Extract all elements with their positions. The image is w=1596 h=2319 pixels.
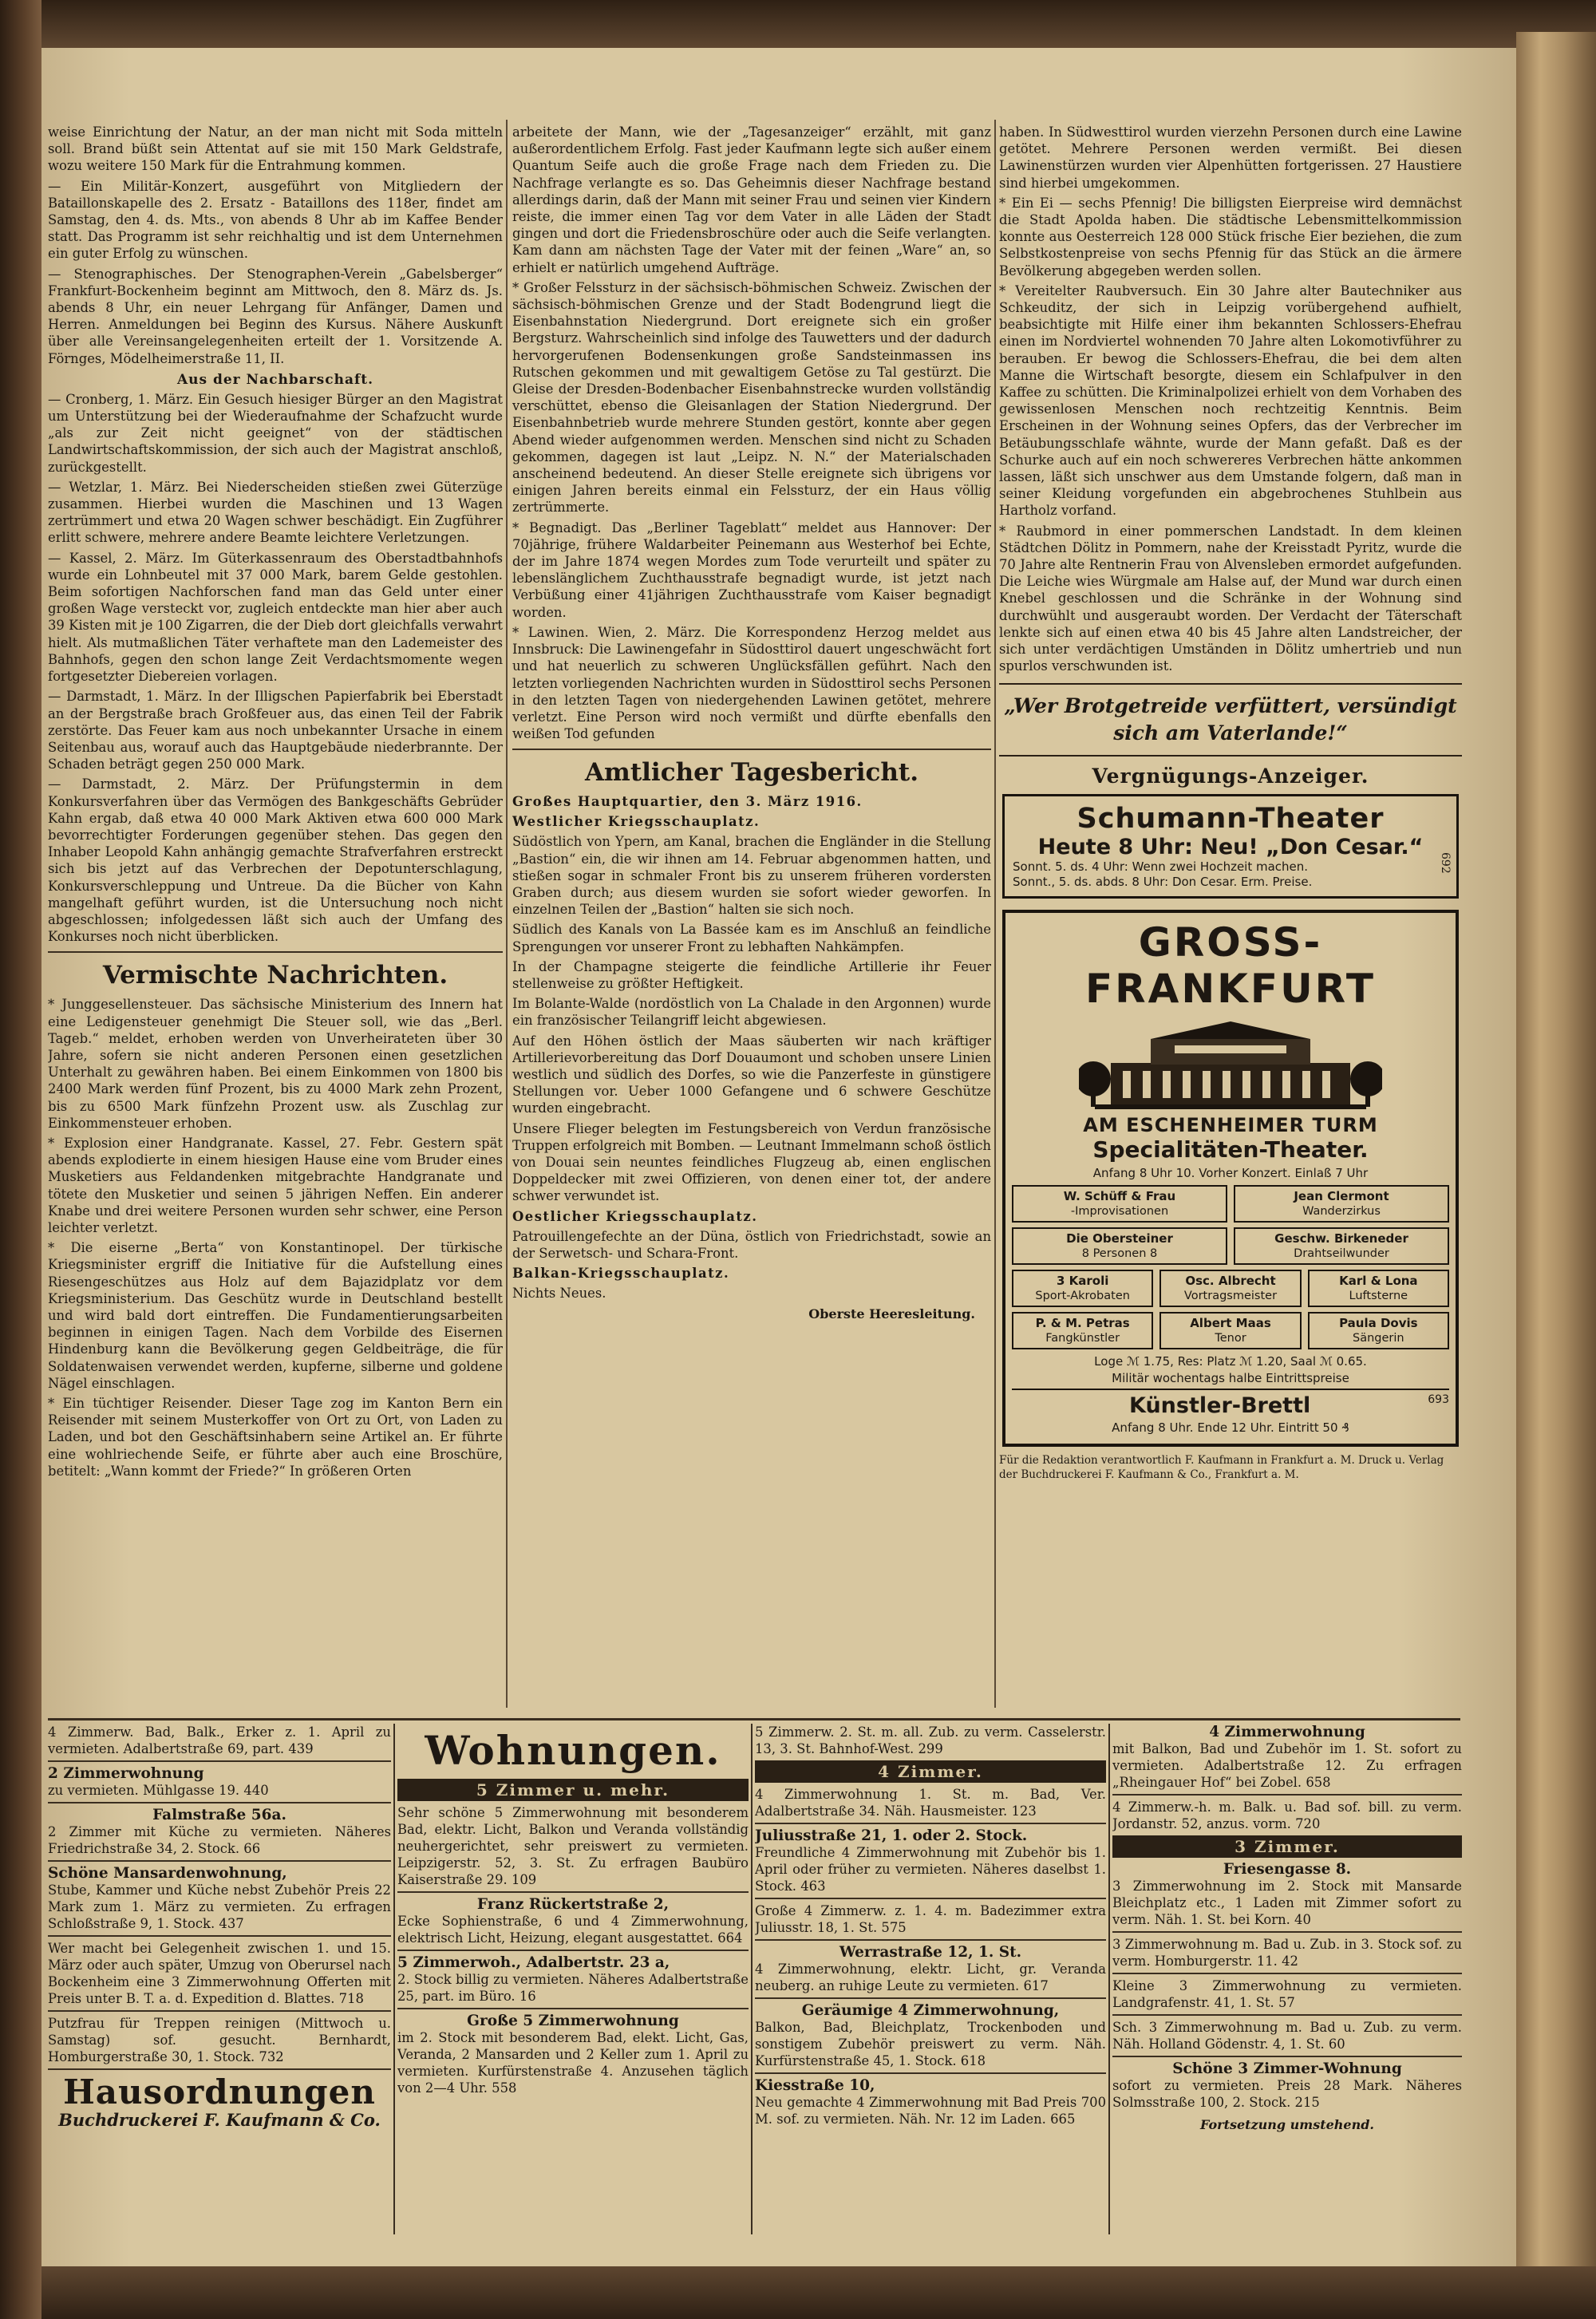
classified-ad (755, 1944, 1106, 1994)
divider (397, 1891, 749, 1893)
act-name: W. Schüff & Frau (1063, 1188, 1176, 1203)
divider (48, 951, 503, 953)
act-desc: Tenor (1215, 1331, 1246, 1345)
divider (1112, 2056, 1462, 2057)
act-name: Osc. Albrecht (1185, 1273, 1276, 1288)
article-text: — Darmstadt, 1. März. In der Illigschen Papierfabrik bei Eberstadt an der Bergstraße brach Großfeuer aus, das einen Teil der Fabrik zerstörte. Das Feuer kam aus noch unbekannter Ursache in einem Seitenbau aus, worauf auch das Hauptgebäude niederbrannte. Der Schaden beträgt gegen 250 000 Mark. (48, 689, 503, 772)
gross-frankfurt-ad (1002, 910, 1459, 1447)
ad-number: 692 (1439, 851, 1452, 874)
column-1 (48, 124, 503, 1712)
act-desc: Sport-Akrobaten (1035, 1289, 1130, 1302)
kuenstler-brettl-title (1012, 1389, 1449, 1418)
ad-text: 4 Zimmerwohnung, elektr. Licht, gr. Veranda neuberg. an ruhige Leute zu vermieten. 617 (755, 1961, 1106, 1993)
classified-ad (397, 1896, 749, 1946)
article-text: — Darmstadt, 2. März. Der Prüfungstermin in dem Konkursverfahren über das Vermögen des Bankgeschäfts Gebrüder Kahn ergab, daß etwa 40 000 Mark Aktiven etwa 600 000 Mark bevorrechtigter Forderungen gegenüber stehen. Das gegen den Inhaber Leopold Kahn anhängig gemachte Strafverfahren erstreckt sich bis jetzt auf das Verbrechen der Depotunterschlagung, Konkursverschleppung und Untreue. Da die Bücher von Kahn mangelhaft geführt wurden, ist die Untersuchung noch nicht abgeschlossen; infolgedessen läßt sich auch der Umfang des Konkurses noch nicht überblicken. (48, 776, 503, 945)
classified-ad (48, 1865, 391, 1932)
column-3 (999, 124, 1462, 1712)
ad-head: 4 Zimmerwohnung (1209, 1724, 1365, 1740)
subheading: Oestlicher Kriegsschauplatz. (512, 1208, 758, 1224)
report-text: Südöstlich von Ypern, am Kanal, brachen die Engländer in die Stellung „Bastion“ ein, die wir ihnen am 14. Februar abgenommen hatten, und stießen sogar in schmaler Front bis zu unserem früheren vordersten Graben durch; aus diesem wurden sie sofort wieder geworfen. In einzelnen Teilen der „Bastion“ halten sie sich noch. (512, 834, 991, 918)
act-desc: Drahtseilwunder (1294, 1246, 1389, 1260)
report-text: Nichts Neues. (512, 1285, 606, 1301)
article-text: — Cronberg, 1. März. Ein Gesuch hiesiger Bürger an den Magistrat um Unterstützung bei der Wiederaufnahme der Schafzucht wurde „als zur Zeit nicht geeignet“ von der städtischen Landwirtschaftskommission, der sich auch der Magistrat anschloß, zurückgestellt. (48, 391, 503, 475)
ad-text: Balkon, Bad, Bleichplatz, Trockenboden und sonstigem Zubehör preiswert zu verm. Näh. Kurfürstenstraße 45, 1. Stock. 618 (755, 2020, 1106, 2068)
divider (48, 2068, 391, 2070)
divider (48, 1802, 391, 1803)
classified-ad (755, 2077, 1106, 2127)
act-desc: Wanderzirkus (1302, 1204, 1381, 1218)
act-cell (1012, 1270, 1153, 1307)
ad-text: 3 Zimmerwohnung m. Bad u. Zub. in 3. Stock sof. zu verm. Homburgerstr. 11. 42 (1112, 1937, 1462, 1969)
classified-ad (755, 1827, 1106, 1894)
act-name: Die Obersteiner (1066, 1231, 1173, 1246)
act-cell (1012, 1312, 1153, 1349)
divider (755, 2072, 1106, 2074)
act-name: P. & M. Petras (1035, 1315, 1130, 1330)
ad-text: zu vermieten. Mühlgasse 19. 440 (48, 1783, 269, 1798)
ad-head: Große 5 Zimmerwohnung (467, 2013, 679, 2029)
acts-grid (1012, 1185, 1449, 1265)
ad-text: Wer macht bei Gelegenheit zwischen 1. und 15. März oder auch später, Umzug von Oberursel nach Bockenheim eine 3 Zimmerwohnung Offerten mit Preis unter B. T. a. d. Expedition d. Blattes. 718 (48, 1941, 391, 2006)
classifieds-rule (48, 1718, 1460, 1720)
act-cell (1308, 1312, 1449, 1349)
ad-text: 2 Zimmer mit Küche zu vermieten. Näheres Friedrichstraße 34, 2. Stock. 66 (48, 1824, 391, 1856)
ad-detail: Sonnt. 5. ds. 4 Uhr: Wenn zwei Hochzeit machen. (1013, 859, 1309, 874)
article-text: weise Einrichtung der Natur, an der man nicht mit Soda mitteln soll. Brand büßt sein Attentat auf sie mit 150 Mark Geldstrafe, wozu weitere 150 Mark für die Entrahmung kommen. (48, 124, 503, 174)
divider (755, 1823, 1106, 1824)
classified-ad (1112, 1936, 1462, 1969)
classified-ad (1112, 1799, 1462, 1832)
classifieds-heading: Wohnungen. (425, 1727, 721, 1774)
classified-ad (48, 1940, 391, 2007)
classified-ad (48, 1765, 391, 1799)
article-text: — Wetzlar, 1. März. Bei Niederscheiden stießen zwei Güterzüge zusammen. Hierbei wurden die Maschinen und 13 Wagen zertrümmert und etwa 20 Wagen schwer beschädigt. Ein Zugführer erlitt schwere, mehrere andere Beamte leichtere Verletzungen. (48, 479, 503, 546)
article-text: * Großer Felssturz in der sächsisch-böhmischen Schweiz. Zwischen der sächsisch-böhmischen Grenze und der Stadt Bodengrund liegt die Eisenbahnstation Niedergrund. Dort ereignete sich ein großer Bergsturz. Wahrscheinlich sind infolge des Tauwetters und der dadurch hervorgerufenen Bodensenkungen große Sandsteinmassen ins Rutschen gekommen und mit gewaltigem Getöse zu Tal gestürzt. Die Gleise der Dresden-Bodenbacher Eisenbahnstrecke wurden vollständig verschüttet, ebenso die Gleisanlagen der Station Niedergrund. Der Eisenbahnbetrieb wurde mehrere Stunden gestört, konnte aber gegen Abend wieder aufgenommen werden. Menschen sind nicht zu Schaden gekommen, dagegen ist laut „Leipz. N. N.“ der Materialschaden anscheinend bedeutend. An dieser Stelle ereignete sich übrigens vor einigen Jahren bereits einmal ein Felssturz, der ein Haus völlig zertrümmerte. (512, 279, 991, 516)
act-cell (1308, 1270, 1449, 1307)
divider (1112, 1931, 1462, 1933)
ad-text: Sch. 3 Zimmerwohnung m. Bad u. Zub. zu verm. Näh. Holland Gödenstr. 4, 1. St. 60 (1112, 2020, 1462, 2052)
ad-text: Kleine 3 Zimmerwohnung zu vermieten. Landgrafenstr. 41, 1. St. 57 (1112, 1978, 1462, 2010)
column-rule (994, 120, 996, 1708)
divider (48, 2010, 391, 2012)
report-text: Unsere Flieger belegten im Festungsbereich von Verdun französische Truppen erfolgreich mit Bomben. — Leutnant Immelmann schoß östlich von Douai sein neuntes feindliches Flugzeug ab, einen englischen Doppeldecker mit zwei Offizieren, von denen einer tot, der andere schwer verwundet ist. (512, 1120, 991, 1204)
act-desc: -Improvisationen (1070, 1204, 1169, 1218)
category-band: 3 Zimmer. (1112, 1835, 1462, 1858)
classified-ad (48, 1807, 391, 1857)
ad-text: Freundliche 4 Zimmerwohnung mit Zubehör bis 1. April oder früher zu vermieten. Näheres daselbst 1. Stock. 463 (755, 1845, 1106, 1894)
ad-text: Neu gemachte 4 Zimmerwohnung mit Bad Preis 700 M. sof. zu vermieten. Näh. Nr. 12 im Laden. 665 (755, 2095, 1106, 2127)
classifieds-column-2 (397, 1724, 749, 2234)
section-heading: Amtlicher Tagesbericht. (584, 758, 919, 788)
act-cell (1012, 1185, 1227, 1223)
classified-ad (755, 2002, 1106, 2069)
act-desc: Luftsterne (1349, 1289, 1408, 1302)
article-text: arbeitete der Mann, wie der „Tagesanzeiger“ erzählt, mit ganz außerordentlichem Erfolg. Fast jeder Kaufmann legte sich außer einem Quantum Seife auch die große Frage nach dem Frieden zu. Die Nachfrage verlangte es so. Das Geheimnis dieser Nachfrage bestand allerdings darin, daß der Mann mit seiner Frau und seinen vier Kindern reiste, die immer einen Tag vor dem Vater in alle Läden der Stadt gingen und dort die Friedensbroschüre oder auch die Seife verlangten. Kam dann am nächsten Tage der Vater mit der feinen „Ware“ an, so erhielt er natürlich umgehend Aufträge. (512, 124, 991, 275)
classified-ad (397, 1954, 749, 2005)
act-desc: Vortragsmeister (1183, 1289, 1278, 1302)
classified-ad (1112, 2019, 1462, 2052)
act-cell (1234, 1185, 1449, 1223)
ad-text: sofort zu vermieten. Preis 28 Mark. Näheres Solmsstraße 100, 2. Stock. 215 (1112, 2078, 1462, 2110)
divider (755, 1898, 1106, 1899)
divider (1112, 1794, 1462, 1796)
ad-info: Anfang 8 Uhr 10. Vorher Konzert. Einlaß 7 Uhr (1092, 1165, 1369, 1180)
page-stack-edge (1516, 32, 1596, 2319)
divider (397, 1950, 749, 1951)
hausordnungen-ad-subtitle: Buchdruckerei F. Kaufmann & Co. (58, 2110, 381, 2130)
column-rule (751, 1724, 753, 2234)
classified-ad (1112, 1724, 1462, 1791)
section-heading: Aus der Nachbarschaft. (176, 371, 374, 388)
report-text: In der Champagne steigerte die feindliche Artillerie ihr Feuer stellenweise zu größter Heftigkeit. (512, 958, 991, 991)
article-text: — Stenographisches. Der Stenographen-Verein „Gabelsberger“ Frankfurt-Bockenheim beginnt am Mittwoch, den 8. März ds. Js. abends 8 Uhr, ein neuer Lehrgang für Anfänger, Damen und Herren. Anmeldungen bei Beginn des Kursus. Nähere Auskunft über alle Vereinsangelegenheiten erteilt der 1. Vorsitzende A. Förnges, Mödelheimerstraße 11, II. (48, 266, 503, 366)
ad-times: Anfang 8 Uhr. Ende 12 Uhr. Eintritt 50 ₰ (1112, 1420, 1349, 1435)
divider (755, 1939, 1106, 1941)
ad-text: Ecke Sophienstraße, 6 und 4 Zimmerwohnung, elektrisch Licht, Heizung, elegant ausgestattet. 664 (397, 1914, 749, 1946)
act-name: Albert Maas (1190, 1315, 1271, 1330)
continuation-note: Fortsetzung umstehend. (1199, 2117, 1374, 2132)
ad-head: Geräumige 4 Zimmerwohnung, (801, 2002, 1060, 2019)
act-cell (1159, 1270, 1301, 1307)
act-cell (1234, 1227, 1449, 1265)
act-name: Jean Clermont (1294, 1188, 1389, 1203)
ad-head: Falmstraße 56a. (152, 1807, 286, 1823)
ad-note: Militär wochentags halbe Eintrittspreise (1112, 1370, 1349, 1385)
category-band: 5 Zimmer u. mehr. (397, 1779, 749, 1801)
ad-detail: Sonnt., 5. ds. abds. 8 Uhr: Don Cesar. Erm. Preise. (1013, 874, 1313, 889)
ad-text: 3 Zimmerwohnung im 2. Stock mit Mansarde Bleichplatz etc., 1 Laden mit Zimmer sofort zu verm. Näh. 1. St. bei Korn. 40 (1112, 1879, 1462, 1927)
act-cell (1159, 1312, 1301, 1349)
act-desc: 8 Personen 8 (1081, 1246, 1158, 1260)
ad-text: im 2. Stock mit besonderem Bad, elekt. Licht, Gas, Veranda, 2 Mansarden und 2 Keller zum 1. April zu vermieten. Kurfürstenstraße 4. Anzusehen täglich von 2—4 Uhr. 558 (397, 2030, 749, 2096)
section-heading: Vergnügungs-Anzeiger. (1092, 764, 1369, 788)
kb-title: Künstler-Brettl (1129, 1393, 1311, 1418)
ad-text: 4 Zimmerw. Bad, Balk., Erker z. 1. April zu vermieten. Adalbertstraße 69, part. 439 (48, 1724, 391, 1756)
category-band: 4 Zimmer. (755, 1760, 1106, 1783)
column-rule (1108, 1724, 1110, 2234)
act-desc: Sängerin (1353, 1331, 1404, 1345)
classified-ad (755, 1786, 1106, 1819)
divider (397, 2008, 749, 2009)
report-date: Großes Hauptquartier, den 3. März 1916. (512, 794, 863, 810)
ad-text: Große 4 Zimmerw. z. 1. 4. m. Badezimmer extra Juliusstr. 18, 1. St. 575 (755, 1903, 1106, 1935)
divider (48, 1760, 391, 1762)
page-top-shadow (41, 0, 1596, 48)
imprint: Für die Redaktion verantwortlich F. Kaufmann in Frankfurt a. M. Druck u. Verlag der Buchdruckerei F. Kaufmann & Co., Frankfurt a. M. (999, 1453, 1444, 1481)
act-cell (1012, 1227, 1227, 1265)
article-text: * Vereitelter Raubversuch. Ein 30 Jahre alter Bautechniker aus Schkeuditz, der sich in Leipzig vorübergehend aufhielt, beabsichtigte mit Hilfe einer ihm bekannten Schlossers-Ehefrau einen im Nordviertel wohnenden 70 Jahre alten Lokomotivführer zu berauben. Er bewog die Schlossers-Ehefrau, die bei dem alten Manne die Wirtschaft besorgte, diesem ein Schlafpulver in den Kaffee zu schütten. Die Kriminalpolizei erhielt von dem Vorhaben des gewissenlosen Menschen noch rechtzeitig Kenntnis. Beim Erscheinen in der Wohnung seines Opfers, das der Verbrecher im Betäubungsschlafe wähnte, wurde der Mann gefaßt. Daß es der Schurke auch auf ein noch schwereres Verbrechen hätte ankommen lassen, läßt sich unschwer aus dem Umstande folgern, daß man in seiner Kleidung vorgefunden ein abgebrochenes Stuhlbein aus Hartholz vorfand. (999, 282, 1462, 519)
acts-grid (1012, 1270, 1449, 1349)
ad-text: Putzfrau für Treppen reinigen (Mittwoch u. Samstag) sof. gesucht. Bernhardt, Homburgerstraße 30, 1. Stock. 732 (48, 2016, 391, 2064)
classifieds-column-1 (48, 1724, 391, 2234)
ad-number: 693 (1428, 1393, 1449, 1406)
article-text: * Die eiserne „Berta“ von Konstantinopel. Der türkische Kriegsminister ergriff die Initiative für die Aufstellung eines Riesengeschützes aus Holz auf dem Bajazidplatz vor dem Kriegsministerium. Das Geschütz wurde in Deutschland bestellt und wird bald dort eintreffen. Die Fundamentierungsarbeiten beginnen in einigen Tagen. Nach dem Vorbilde des Eisernen Hindenburg kann die Bevölkerung gegen Geldbeiträge, die für Soldatenwaisen verwendet werden, kupferne, silberne und goldene Nägel einschlagen. (48, 1240, 503, 1391)
ad-prices: Loge ℳ 1.75, Res: Platz ℳ 1.20, Saal ℳ 0.65. (1094, 1353, 1367, 1369)
newspaper-page (41, 48, 1516, 2266)
act-desc: Fangkünstler (1045, 1331, 1120, 1345)
subheading: Balkan-Kriegsschauplatz. (512, 1265, 730, 1281)
section-heading: Vermischte Nachrichten. (102, 961, 448, 990)
classified-ad (1112, 1861, 1462, 1928)
book-binding-edge (0, 0, 41, 2319)
act-name: Paula Dovis (1339, 1315, 1418, 1330)
ad-text: 4 Zimmerw.-h. m. Balk. u. Bad sof. bill. zu verm. Jordanstr. 52, anzus. vorm. 720 (1112, 1799, 1462, 1831)
theater-building-illustration (1079, 1015, 1382, 1111)
article-text: * Begnadigt. Das „Berliner Tageblatt“ meldet aus Hannover: Der 70jährige, frühere Waldarbeiter Peinemann aus Westerhof bei Echte, der im Jahre 1874 wegen Mordes zum Tode verurteilt und später zu lebenslänglichem Zuchthausstrafe begnadigt wurde, ist jetzt nach Verbüßung einer 41jährigen Zuchthausstrafe vom Kaiser begnadigt worden. (512, 520, 991, 620)
divider (48, 1860, 391, 1862)
report-text: Südlich des Kanals von La Bassée kam es im Anschluß an feindliche Sprengungen vor unserer Front zu lebhaften Nahkämpfen. (512, 922, 991, 954)
column-rule (393, 1724, 395, 2234)
column-2 (512, 124, 991, 1712)
ad-title: Schumann-Theater (1077, 802, 1385, 835)
act-name: 3 Karoli (1056, 1273, 1109, 1288)
ad-head: Schöne Mansardenwohnung, (48, 1865, 287, 1882)
signature: Oberste Heeresleitung. (808, 1306, 975, 1322)
act-name: Karl & Lona (1339, 1273, 1418, 1288)
article-text: — Ein Militär-Konzert, ausgeführt von Mitgliedern der Bataillonskapelle des 2. Ersatz - Bataillons des 118er, findet am Samstag, den 4. ds. Mts., von abends 8 Uhr ab im Kaffee Bender statt. Das Programm ist sehr reichhaltig und ist dem Unternehmen ein guter Erfolg zu wünschen. (48, 178, 503, 262)
classified-ad (755, 1724, 1106, 1757)
ad-head: Friesengasse 8. (1223, 1861, 1352, 1878)
report-text: Auf den Höhen östlich der Maas säuberten wir nach kräftiger Artillerievorbereitung das Dorf Douaumont und schoben unsere Linien westlich und südlich des Dorfes, so wie die Panzerfeste in günstigere Stellungen vor. Ueber 1000 Gefangene und 6 schwere Geschütze wurden eingebracht. (512, 1033, 991, 1116)
article-text: * Ein tüchtiger Reisender. Dieser Tage zog im Kanton Bern ein Reisender mit seinem Musterkoffer von Ort zu Ort, von Laden zu Laden, und bot den Geschäftsinhabern seine Artikel an. Er führte eine wohlriechende Seife, er führte aber auch eine Broschüre, betitelt: „Wann kommt der Friede?“ In größeren Orten (48, 1396, 503, 1479)
act-name: Geschw. Birkeneder (1274, 1231, 1408, 1246)
report-text: Patrouillengefechte an der Düna, östlich von Friedrichstadt, sowie an der Serwetsch- und Schara-Front. (512, 1228, 991, 1261)
ad-head: 5 Zimmerwoh., Adalbertstr. 23 a, (397, 1954, 670, 1971)
ad-head: Werrastraße 12, 1. St. (839, 1944, 1022, 1961)
ad-text: 2. Stock billig zu vermieten. Näheres Adalbertstraße 25, part. im Büro. 16 (397, 1972, 749, 2004)
classified-ad (1112, 1977, 1462, 2011)
report-text: Im Bolante-Walde (nordöstlich von La Chalade in den Argonnen) wurde ein französischer Teilangriff leicht abgewiesen. (512, 996, 991, 1029)
classified-ad (48, 1724, 391, 1757)
classified-ad (1112, 2060, 1462, 2111)
classifieds-column-3 (755, 1724, 1106, 2234)
divider (1112, 1973, 1462, 1974)
article-text: * Explosion einer Handgranate. Kassel, 27. Febr. Gestern spät abends explodierte in einem hiesigen Hause eine vom Bruder eines Musketiers aus Feldandenken mitgebrachte Handgranate und tötete den Musketier und seinen 5 jährigen Neffen. Ein anderer Knabe und drei weitere Personen wurden sehr schwer, eine Person leichter verletzt. (48, 1135, 503, 1235)
ad-title: GROSS-FRANKFURT (1084, 919, 1377, 1012)
classified-ad (48, 2015, 391, 2065)
divider (48, 1935, 391, 1937)
page-bottom-shadow (41, 2266, 1596, 2319)
ad-text: Sehr schöne 5 Zimmerwohnung mit besonderem Bad, elektr. Licht, Balkon und Veranda vollständig neuhergerichtet, sehr preiswert zu vermieten. Leipzigerstr. 52, 3. St. Zu erfragen Baubüro Kaiserstraße 29. 109 (397, 1805, 749, 1887)
ad-text: 4 Zimmerwohnung 1. St. m. Bad, Ver. Adalbertstraße 34. Näh. Hausmeister. 123 (755, 1787, 1106, 1819)
ad-head: Juliusstraße 21, 1. oder 2. Stock. (755, 1827, 1028, 1844)
subheading: Westlicher Kriegsschauplatz. (512, 814, 760, 830)
ad-head: Franz Rückertstraße 2, (476, 1896, 670, 1913)
divider (1112, 2014, 1462, 2016)
article-text: — Kassel, 2. März. Im Güterkassenraum des Oberstadtbahnhofs wurde ein Lohnbeutel mit 37 000 Mark, barem Gelde gestohlen. Beim sofortigen Nachforschen fand man das Geld unter einer großen Wage versteckt vor, zugleich entdeckte man hier aber auch 39 Kisten mit je 100 Zigarren, die der Dieb dort gleichfalls verwahrt hielt. Als mutmaßlichen Täter verhaftete man den Lademeister des Bahnhofs, gegen den schon lange Zeit Verdachtsmomente wegen fortgesetzter Diebereien vorlagen. (48, 550, 503, 685)
classified-ad (397, 2013, 749, 2096)
ad-text: 5 Zimmerw. 2. St. m. all. Zub. zu verm. Casselerstr. 13, 3. St. Bahnhof-West. 299 (755, 1724, 1106, 1756)
ad-subtitle: Specialitäten-Theater. (1092, 1136, 1369, 1163)
ad-head: 2 Zimmerwohnung (48, 1765, 204, 1782)
ad-head: Schöne 3 Zimmer-Wohnung (1172, 2060, 1402, 2077)
ad-text: Stube, Kammer und Küche nebst Zubehör Preis 22 Mark zum 1. März zu vermieten. Zu erfragen Schloßstraße 9, 1. Stock. 437 (48, 1882, 391, 1931)
ad-text: mit Balkon, Bad und Zubehör im 1. St. sofort zu vermieten. Adalbertstraße 12. Zu erfragen „Rheingauer Hof“ bei Zobel. 658 (1112, 1741, 1462, 1790)
slogan-box: „Wer Brotgetreide verfüttert, versündigt sich am Vaterlande!“ (999, 683, 1462, 757)
schumann-theater-ad (1002, 794, 1459, 899)
ad-head: Kiesstraße 10, (755, 2077, 875, 2094)
column-rule (506, 120, 508, 1708)
ad-headline: Heute 8 Uhr: Neu! „Don Cesar.“ (1037, 834, 1424, 859)
classifieds-column-4 (1112, 1724, 1462, 2234)
article-text: * Ein Ei — sechs Pfennig! Die billigsten Eierpreise wird demnächst die Stadt Apolda haben. Die städtische Lebensmittelkommission konnte aus Oesterreich 128 000 Stück frische Eier beziehen, die zum Selbstkostenpreise von sechs Pfennig für das Stück an die ärmere Bevölkerung abgegeben werden sollen. (999, 195, 1462, 279)
classified-ad (397, 1804, 749, 1888)
divider (755, 1997, 1106, 1999)
classified-ad (755, 1902, 1106, 1936)
ad-subtitle: AM ESCHENHEIMER TURM (1083, 1113, 1378, 1136)
article-text: * Lawinen. Wien, 2. März. Die Korrespondenz Herzog meldet aus Innsbruck: Die Lawinengefahr in Südosttirol dauert ungeschwächt fort und hat neuerlich zu schweren Unglücksfällen geführt. Nach den letzten vorliegenden Nachrichten wurden in Südosttirol sechs Personen in den letzten Tagen von niedergehenden Lawinen getötet, mehrere verletzt. Eine Person wird noch vermißt und dürfte ebenfalls den weißen Tod gefunden (512, 624, 991, 742)
article-text: haben. In Südwesttirol wurden vierzehn Personen durch eine Lawine getötet. Mehrere Personen werden vermißt. Bei diesen Lawinenstürzen wurden vier Alpenhütten fortgerissen. 27 Haustiere sind hierbei umgekommen. (999, 124, 1462, 191)
article-text: * Raubmord in einer pommerschen Landstadt. In dem kleinen Städtchen Dölitz in Pommern, nahe der Kreisstadt Pyritz, wurde die 70 Jahre alte Rentnerin Frau von Alvensleben ermordet aufgefunden. Die Leiche wies Würgmale am Halse auf, der Mund war durch einen Knebel geschlossen und die Schränke in der Wohnung sind durchwühlt und ausgeraubt worden. Der Verdacht der Täterschaft lenkte sich auf einen etwa 40 bis 45 Jahre alten Landstreicher, der sich unter verdächtigen Umständen in Dölitz umhertrieb und nun spurlos verschwunden ist. (999, 523, 1462, 674)
divider (512, 749, 991, 750)
hausordnungen-ad-title: Hausordnungen (63, 2072, 376, 2112)
article-text: * Junggesellensteuer. Das sächsische Ministerium des Innern hat eine Ledigensteuer genehmigt Die Steuer soll, wie das „Berl. Tageb.“ meldet, erhoben werden von Unverheirateten über 30 Jahre, sofern sie nicht anderen Personen einen gesetzlichen Unterhalt zu gewähren haben. Bei einem Einkommen von 1800 bis 2400 Mark werden fünf Prozent, bis zu 4000 Mark zehn Prozent, bis zu 6500 Mark fünfzehn Prozent usw. als Zuschlag zur Einkommensteuer erhoben. (48, 997, 503, 1131)
